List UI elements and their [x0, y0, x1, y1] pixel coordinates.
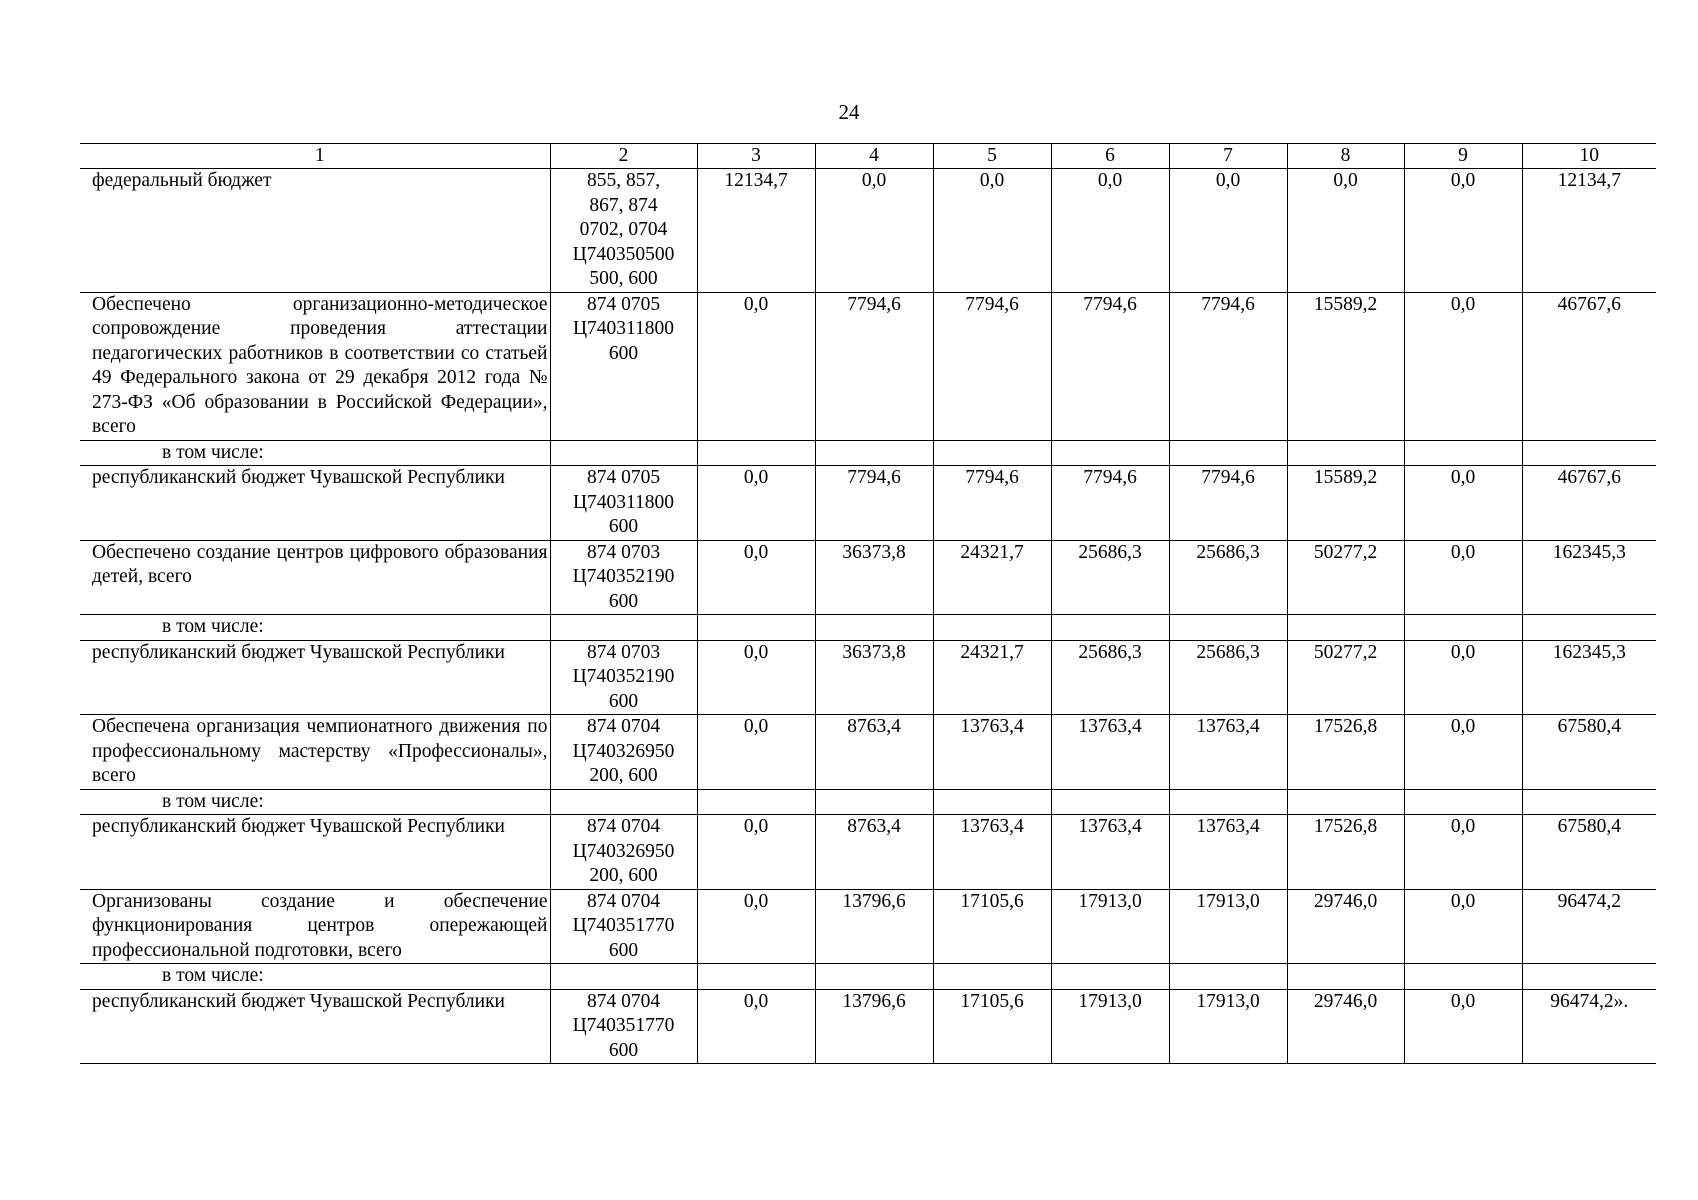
budget-code-cell [550, 615, 697, 641]
column-number-row [80, 144, 1656, 169]
column-number: 9 [1404, 144, 1522, 169]
amount-cell: 46767,6 [1522, 466, 1656, 541]
amount-cell: 0,0 [697, 989, 815, 1064]
amount-cell: 46767,6 [1522, 292, 1656, 440]
amount-cell: 0,0 [1404, 989, 1522, 1064]
row-description: Обеспечена организация чемпионатного движения по профессиональному мастерству «Профессионалы», всего [80, 715, 550, 790]
row-description: республиканский бюджет Чувашской Республики [80, 466, 550, 541]
budget-code-line: Ц740326950 [572, 840, 675, 862]
table-row [80, 715, 1656, 790]
budget-code-cell [550, 640, 697, 715]
amount-cell: 0,0 [697, 540, 815, 615]
amount-cell [815, 615, 933, 641]
amount-cell [1404, 440, 1522, 466]
budget-code-cell [550, 540, 697, 615]
amount-cell: 17526,8 [1287, 815, 1404, 890]
amount-cell: 13763,4 [1169, 815, 1287, 890]
budget-code-line: Ц740351770 [572, 915, 675, 936]
row-description: Обеспечено организационно-методическое сопровождение проведения аттестации педагогических работников в соответствии со статьей 49 Федерального закона от 29 декабря 2012 года № 273-ФЗ «Об образовании в Российской Федерации», всего [80, 292, 550, 440]
budget-code-line: 200, 600 [589, 865, 658, 886]
amount-cell: 17913,0 [1051, 889, 1169, 964]
amount-cell: 13763,4 [933, 715, 1051, 790]
amount-cell: 36373,8 [815, 540, 933, 615]
amount-cell: 0,0 [1169, 169, 1287, 293]
amount-cell [1287, 789, 1404, 815]
subheading-label: в том числе: [80, 964, 550, 990]
subheading-row [80, 964, 1656, 990]
budget-code-cell [550, 889, 697, 964]
amount-cell: 7794,6 [815, 466, 933, 541]
amount-cell [815, 440, 933, 466]
budget-code-line: 600 [608, 690, 639, 712]
page-number: 24 [838, 100, 860, 124]
amount-cell: 13763,4 [1169, 715, 1287, 790]
amount-cell: 13763,4 [1051, 815, 1169, 890]
amount-cell: 15589,2 [1287, 466, 1404, 541]
amount-cell: 0,0 [1404, 640, 1522, 715]
row-description: республиканский бюджет Чувашской Республики [80, 815, 550, 890]
budget-code-cell [550, 815, 697, 890]
column-number: 2 [550, 144, 697, 169]
amount-cell: 13763,4 [933, 815, 1051, 890]
amount-cell: 7794,6 [1051, 292, 1169, 440]
amount-cell: 36373,8 [815, 640, 933, 715]
budget-code-line: 855, 857, [586, 170, 661, 191]
amount-cell: 0,0 [1404, 466, 1522, 541]
amount-cell: 25686,3 [1051, 540, 1169, 615]
budget-code-line: 200, 600 [589, 765, 658, 786]
amount-cell [1169, 440, 1287, 466]
amount-cell: 8763,4 [815, 715, 933, 790]
amount-cell: 17913,0 [1051, 989, 1169, 1064]
amount-cell: 29746,0 [1287, 889, 1404, 964]
subheading-label: в том числе: [80, 789, 550, 815]
budget-code-line: 874 0704 [586, 990, 661, 1012]
column-number: 6 [1051, 144, 1169, 169]
row-description: федеральный бюджет [80, 169, 550, 293]
amount-cell [1051, 440, 1169, 466]
amount-cell: 17105,6 [933, 989, 1051, 1064]
amount-cell: 0,0 [1287, 169, 1404, 293]
amount-cell: 17526,8 [1287, 715, 1404, 790]
budget-table [80, 143, 1656, 1064]
subheading-row [80, 615, 1656, 641]
amount-cell: 0,0 [1404, 715, 1522, 790]
amount-cell [815, 964, 933, 990]
budget-code-line: 874 0703 [586, 541, 661, 563]
amount-cell: 96474,2». [1522, 989, 1656, 1064]
amount-cell [1051, 615, 1169, 641]
amount-cell: 13796,6 [815, 989, 933, 1064]
amount-cell: 0,0 [1404, 540, 1522, 615]
column-number: 8 [1287, 144, 1404, 169]
row-description: республиканский бюджет Чувашской Республики [80, 989, 550, 1064]
amount-cell: 25686,3 [1051, 640, 1169, 715]
budget-code-line: 874 0703 [586, 641, 661, 663]
amount-cell: 25686,3 [1169, 540, 1287, 615]
amount-cell: 13796,6 [815, 889, 933, 964]
subheading-row [80, 789, 1656, 815]
amount-cell [815, 789, 933, 815]
column-number: 7 [1169, 144, 1287, 169]
budget-code-line: Ц740352190 [572, 666, 675, 687]
amount-cell: 0,0 [697, 466, 815, 541]
row-description: Обеспечено создание центров цифрового образования детей, всего [80, 540, 550, 615]
subheading-row [80, 440, 1656, 466]
budget-code-line: 600 [608, 590, 639, 612]
amount-cell: 0,0 [697, 815, 815, 890]
budget-code-cell [550, 715, 697, 790]
amount-cell: 7794,6 [933, 466, 1051, 541]
amount-cell [933, 615, 1051, 641]
column-number: 5 [933, 144, 1051, 169]
budget-code-cell [550, 169, 697, 293]
amount-cell: 29746,0 [1287, 989, 1404, 1064]
amount-cell: 8763,4 [815, 815, 933, 890]
amount-cell: 67580,4 [1522, 715, 1656, 790]
column-number: 10 [1522, 144, 1656, 169]
amount-cell: 0,0 [697, 715, 815, 790]
budget-code-cell [550, 964, 697, 990]
amount-cell: 0,0 [1404, 889, 1522, 964]
amount-cell [1051, 789, 1169, 815]
column-number: 4 [815, 144, 933, 169]
amount-cell: 7794,6 [933, 292, 1051, 440]
amount-cell: 0,0 [1404, 169, 1522, 293]
budget-code-line: 874 0704 [586, 890, 661, 912]
amount-cell: 0,0 [1404, 815, 1522, 890]
budget-code-line: 600 [608, 516, 639, 537]
amount-cell [933, 964, 1051, 990]
amount-cell [1169, 789, 1287, 815]
table-row [80, 989, 1656, 1064]
amount-cell [1287, 615, 1404, 641]
amount-cell: 24321,7 [933, 640, 1051, 715]
amount-cell [1522, 615, 1656, 641]
amount-cell: 7794,6 [1169, 292, 1287, 440]
budget-code-cell [550, 292, 697, 440]
budget-code-line: 0702, 0704 [579, 219, 668, 240]
amount-cell [1522, 789, 1656, 815]
amount-cell: 0,0 [697, 889, 815, 964]
budget-code-cell [550, 989, 697, 1064]
subheading-label: в том числе: [80, 615, 550, 641]
amount-cell: 24321,7 [933, 540, 1051, 615]
amount-cell [1404, 789, 1522, 815]
budget-code-line: Ц740311800 [572, 318, 675, 339]
budget-code-line: Ц740311800 [572, 491, 675, 513]
table-row [80, 466, 1656, 541]
budget-code-line: Ц740351770 [572, 1015, 675, 1036]
budget-code-line: 874 0705 [586, 467, 661, 488]
amount-cell [697, 615, 815, 641]
column-number: 1 [80, 144, 550, 169]
budget-code-cell [550, 789, 697, 815]
amount-cell: 50277,2 [1287, 640, 1404, 715]
table-row [80, 540, 1656, 615]
table-row [80, 889, 1656, 964]
amount-cell [1404, 964, 1522, 990]
budget-code-line: 600 [608, 939, 639, 961]
subheading-label: в том числе: [80, 440, 550, 466]
amount-cell: 7794,6 [1169, 466, 1287, 541]
amount-cell [1404, 615, 1522, 641]
amount-cell: 0,0 [1051, 169, 1169, 293]
amount-cell: 17913,0 [1169, 989, 1287, 1064]
amount-cell: 17913,0 [1169, 889, 1287, 964]
amount-cell [1169, 615, 1287, 641]
amount-cell: 0,0 [697, 292, 815, 440]
amount-cell [1051, 964, 1169, 990]
amount-cell: 17105,6 [933, 889, 1051, 964]
amount-cell: 25686,3 [1169, 640, 1287, 715]
budget-code-line: 874 0705 [586, 293, 661, 315]
budget-code-line: 874 0704 [586, 816, 661, 837]
budget-code-cell [550, 440, 697, 466]
amount-cell [697, 964, 815, 990]
amount-cell: 0,0 [1404, 292, 1522, 440]
amount-cell: 12134,7 [1522, 169, 1656, 293]
budget-code-line: Ц740350500 [572, 243, 675, 265]
amount-cell: 96474,2 [1522, 889, 1656, 964]
amount-cell: 67580,4 [1522, 815, 1656, 890]
column-number: 3 [697, 144, 815, 169]
amount-cell: 12134,7 [697, 169, 815, 293]
amount-cell: 0,0 [815, 169, 933, 293]
table-row [80, 169, 1656, 293]
budget-code-line: 874 0704 [586, 716, 661, 737]
budget-code-cell [550, 466, 697, 541]
budget-code-line: Ц740352190 [572, 566, 675, 587]
amount-cell [1522, 964, 1656, 990]
amount-cell [697, 789, 815, 815]
amount-cell: 162345,3 [1522, 540, 1656, 615]
amount-cell [933, 440, 1051, 466]
amount-cell: 7794,6 [1051, 466, 1169, 541]
amount-cell [1287, 440, 1404, 466]
amount-cell: 162345,3 [1522, 640, 1656, 715]
amount-cell: 13763,4 [1051, 715, 1169, 790]
amount-cell: 50277,2 [1287, 540, 1404, 615]
table-row [80, 815, 1656, 890]
budget-code-line: Ц740326950 [572, 740, 675, 762]
budget-code-line: 867, 874 [589, 194, 658, 216]
budget-code-line: 600 [608, 342, 639, 364]
budget-code-line: 600 [608, 1039, 639, 1061]
table-row [80, 640, 1656, 715]
amount-cell [933, 789, 1051, 815]
amount-cell [1287, 964, 1404, 990]
table-row [80, 292, 1656, 440]
amount-cell: 0,0 [933, 169, 1051, 293]
row-description: Организованы создание и обеспечение функционирования центров опережающей профессиональной подготовки, всего [80, 889, 550, 964]
amount-cell: 15589,2 [1287, 292, 1404, 440]
amount-cell [1522, 440, 1656, 466]
amount-cell: 0,0 [697, 640, 815, 715]
row-description: республиканский бюджет Чувашской Республики [80, 640, 550, 715]
amount-cell: 7794,6 [815, 292, 933, 440]
amount-cell [697, 440, 815, 466]
amount-cell [1169, 964, 1287, 990]
budget-code-line: 500, 600 [589, 268, 658, 289]
